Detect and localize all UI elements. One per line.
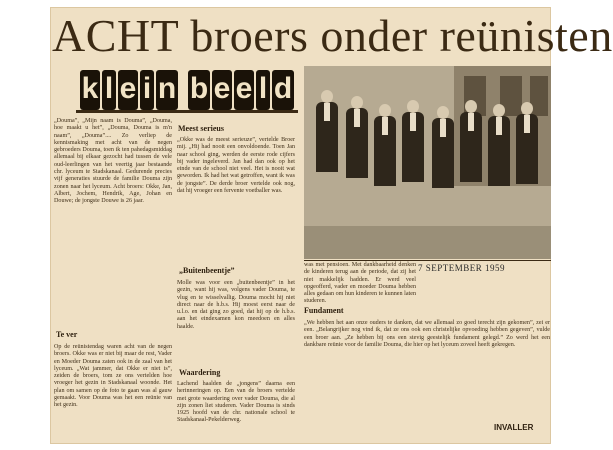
klein-beeld-logo xyxy=(80,70,295,110)
column-1-text: „Douma”, „Mijn naam is Douma”, „Douma, hoe maakt u het”, „Douma, Douma is m'n naam”, „Douma”.... Zo verliep de kennismaking met acht van de negen gebroeders Douma, toen ik ten pahedagsmiddag allemaal bij elkaar gezocht had tussen de vele oud-leerlingen van het veertig jaar bestaande chr. lyceum te Stadskanaal. Gedurende precies vijf generaties stuurde de familie Douma zijn zonen naar het lyceum. Acht broers: Okke, Jan, Albert, Jochem, Hendrik, Age, Johan en Douwe; de jongste Douwe is 26 jaar. xyxy=(54,118,172,205)
column-3-text-2: „We hebben het aan onze ouders te danken, dat we allemaal zo goed terecht zijn gekomen”, zei er een. „Belangrijker nog vind ik, dat ze ons ook een christelijke opvoeding hebben gegeven”, vulde een broer aan. „Ze hebben bij ons een stevig geestelijk fundament gelegd.” Zo werd het een dankbare reünie voor de familie Douma, die hier op het lyceum zoveel heeft gekregen. xyxy=(304,320,550,348)
column-3-text-1: was met pensioen. Met dankbaarheid denken de kinderen terug aan de periode, dat zij het niet makkelijk hadden. Er werd veel opgeofferd, vader en moeder Douma hebben alles gedaan om hun kinderen te kunnen laten studeren. xyxy=(304,262,416,305)
kicker-letter: e xyxy=(212,70,232,110)
column-2a xyxy=(177,137,295,257)
subheading-te-ver: Te ver xyxy=(56,330,78,339)
kicker-letter: e xyxy=(234,70,254,110)
kicker-letter: l xyxy=(256,70,270,110)
column-3a xyxy=(304,262,416,305)
kicker-letter: e xyxy=(118,70,138,110)
column-2c xyxy=(177,381,295,440)
date-stamp: 7 SEPTEMBER 1959 xyxy=(418,263,506,273)
kicker-underline xyxy=(76,110,298,113)
column-1b xyxy=(54,344,172,440)
column-2-text-1: „Okke was de meest serieuze”, vertelde Broer mij. „Hij had nooit een onvoldoende. Toen Jan naar school ging, werden de eerste rode cijfers bij vader ingeleverd. Jan had dan ook op het einde van de school niet veel. Het is nooit wat geworden. Ik had het wat getroffen, want ik was de jongste”. De derde broer vertelde ook nog, dat hij vroeger een fervente voetballer was. xyxy=(177,137,295,195)
subheading-meest-serieus: Meest serieus xyxy=(178,124,224,133)
column-2-text-3: Lachend haalden de „jongens” daarna een herinneringen op. Een van de broers vertelde met grote waardering over vader Douma, die al zijn zonen liet studeren. Vader Douma is sinds 1925 hoofd van de chr. nationale school te Stadskanaal-Pekelderweg. xyxy=(177,381,295,424)
group-photo xyxy=(304,66,551,259)
subheading-fundament: Fundament xyxy=(304,306,344,315)
column-3b xyxy=(304,320,550,420)
kicker-letter: n xyxy=(156,70,178,110)
headline: ACHT broers onder reünisten xyxy=(52,10,613,61)
byline: INVALLER xyxy=(494,423,534,432)
photo-rule xyxy=(304,260,551,261)
kicker-letter: l xyxy=(102,70,116,110)
kicker-letter: i xyxy=(140,70,154,110)
kicker-letter: k xyxy=(80,70,100,110)
subheading-waardering: Waardering xyxy=(179,368,221,377)
column-1 xyxy=(54,118,172,322)
kicker-letter: d xyxy=(272,70,294,110)
column-2b xyxy=(177,280,295,362)
column-1-text-2: Op de reünistendag waren acht van de negen broers. Okke was er niet bij maar de rest, Vader en Moeder Douma zaten ook in de zaal van het lyceum. „Wat jammer, dat Okke er niet is”, zeiden de broers, tom ze ons vertelden hoe vroeger het gezin in Stadskanaal woonde. Het plan om samen op de foto te gaan was al gauw gemaakt. Voor Douma was het een reünie van het gezin. xyxy=(54,344,172,409)
column-2-text-2: Molle was voor een „buitenbeentje” in het gezin, want hij was, volgens vader Douma, te vlug en te wisselvallig. Douma mocht hij niet direct naar de h.b.s. Hij moest eerst naar de u.l.o. en dat ging zo goed, dat hij op de h.b.s. aan het eindexamen kon meedoen en alles haalde. xyxy=(177,280,295,330)
kicker-letter: b xyxy=(188,70,210,110)
subheading-buitenbeentje: „Buitenbeentje” xyxy=(179,266,235,275)
